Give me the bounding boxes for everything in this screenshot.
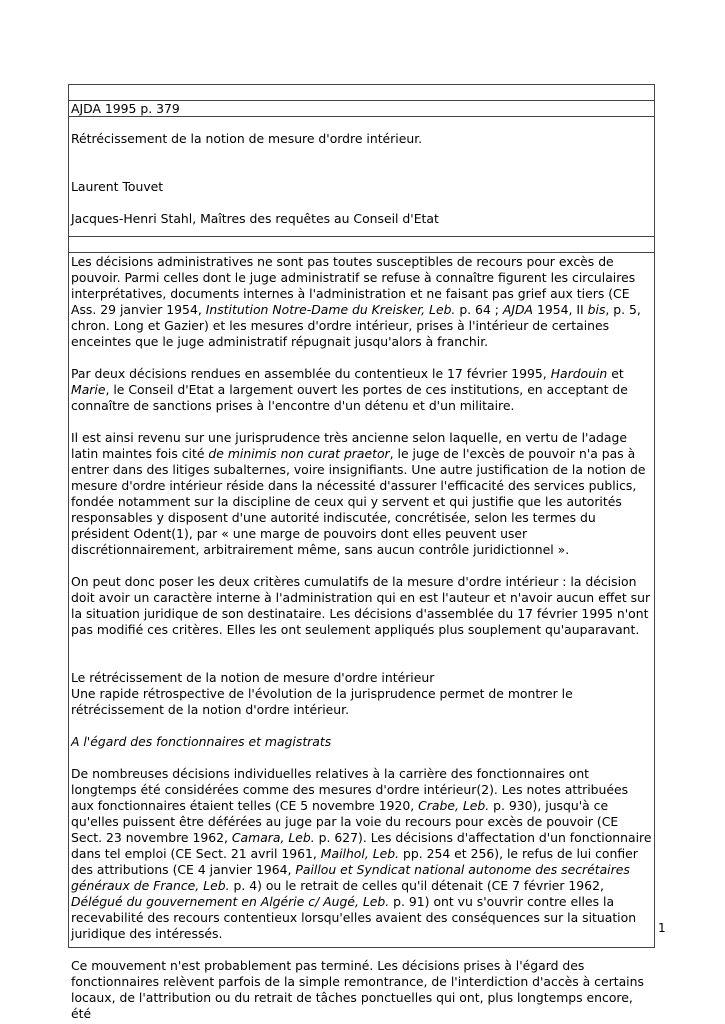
emphasis-text: bis (587, 302, 606, 317)
author-name: Laurent Touvet (71, 179, 164, 194)
emphasis-text: de minimis non curat praetor (208, 446, 390, 461)
paragraph: De nombreuses décisions individuelles relatives à la carrière des fonctionnaires ont longtemps été considérées comme des mesures d'ordre intérieur(2). Les notes attribuées aux fonctionnaires étaient telles (CE 5 novembre 1920, Crabe, Leb. p. 930), jusqu'à ce qu'elles puissent être déférées au juge par la voie du recours pour excès de pouvoir (CE Sect. 23 novembre 1962, Camara, Leb. p. 627). Les décisions d'affectation d'un fonctionnaire dans tel emploi (CE Sect. 21 avril 1961, Mailhol, Leb. pp. 254 et 256), le refus de lui confier des attributions (CE 4 janvier 1964, Paillou et Syndicat national autonome des secrétaires généraux de France, Leb. p. 4) ou le retrait de celles qu'il détenait (CE 7 février 1962, Délégué du gouvernement en Algérie c/ Augé, Leb. p. 91) ont vu s'ouvrir contre elles la recevabilité des recours contentieux lorsqu'elles avaient des conséquences sur la situation juridique des intéressés. (71, 766, 652, 941)
blank-row (69, 237, 654, 253)
document-frame (68, 84, 655, 1021)
paragraph: Il est ainsi revenu sur une jurisprudence très ancienne selon laquelle, en vertu de l'adage latin maintes fois cité de minimis non curat praetor, le juge de l'excès de pouvoir n'a pas à entrer dans des litiges subalternes, voire insignifiants. Une autre justification de la notion de mesure d'ordre intérieur réside dans la nécessité d'assurer l'efficacité des services publics, fondée notamment sur la discipline de ceux qui y servent et qui justifie que les autorités responsables y disposent d'une autorité indiscutée, concrétisée, selon les termes du président Odent(1), par « une marge de pouvoirs dont elles peuvent user discrétionnairement, arbitrairement même, sans aucun contrôle juridictionnel ». (71, 430, 646, 557)
emphasis-text: Marie (71, 382, 106, 397)
article-body (69, 253, 654, 1022)
article-header (69, 117, 654, 237)
section-intro: Une rapide rétrospective de l'évolution de la jurisprudence permet de montrer le rétrécissement de la notion d'ordre intérieur. (71, 686, 573, 717)
emphasis-text: Mailhol, Leb. (320, 846, 400, 861)
page-number: 1 (658, 921, 666, 935)
emphasis-text: Camara, Leb. (231, 830, 315, 845)
emphasis-text: Délégué du gouvernement en Algérie c/ Augé, Leb. (71, 894, 390, 909)
emphasis-text: Crabe, Leb. (418, 798, 490, 813)
blank-row (69, 85, 654, 101)
emphasis-text: AJDA (502, 302, 534, 317)
author-name-affiliation: Jacques-Henri Stahl, Maîtres des requêtes au Conseil d'Etat (71, 211, 439, 226)
paragraph: Ce mouvement n'est probablement pas terminé. Les décisions prises à l'égard des fonctionnaires relèvent parfois de la simple remontrance, de l'interdiction d'accès à certains locaux, de l'attribution ou du retrait de tâches ponctuelles qui ont, plus longtemps encore, été (71, 958, 644, 1021)
section-block (71, 670, 652, 718)
citation-reference: AJDA 1995 p. 379 (69, 101, 654, 117)
emphasis-text: Institution Notre-Dame du Kreisker, Leb. (205, 302, 456, 317)
section-heading: Le rétrécissement de la notion de mesure d'ordre intérieur (71, 670, 435, 685)
subsection-heading: A l'égard des fonctionnaires et magistrats (71, 734, 332, 749)
paragraph: Les décisions administratives ne sont pas toutes susceptibles de recours pour excès de pouvoir. Parmi celles dont le juge administratif se refuse à connaître figurent les circulaires interprétatives, documents internes à l'administration et ne faisant pas grief aux tiers (CE Ass. 29 janvier 1954, Institution Notre-Dame du Kreisker, Leb. p. 64 ; AJDA 1954, II bis, p. 5, chron. Long et Gazier) et les mesures d'ordre intérieur, prises à l'intérieur de certaines enceintes que le juge administratif répugnait jusqu'alors à franchir. (71, 254, 641, 349)
emphasis-text: Paillou et Syndicat national autonome des secrétaires généraux de France, Leb. (71, 862, 630, 893)
paragraph: Par deux décisions rendues en assemblée du contentieux le 17 février 1995, Hardouin et Marie, le Conseil d'Etat a largement ouvert les portes de ces institutions, en acceptant de connaître de sanctions prises à l'encontre d'un détenu et d'un militaire. (71, 366, 628, 413)
article-title: Rétrécissement de la notion de mesure d'ordre intérieur. (71, 131, 423, 146)
paragraph: On peut donc poser les deux critères cumulatifs de la mesure d'ordre intérieur : la décision doit avoir un caractère interne à l'administration qui en est l'auteur et n'avoir aucun effet sur la situation juridique de son destinataire. Les décisions d'assemblée du 17 février 1995 n'ont pas modifié ces critères. Elles les ont seulement appliqués plus souplement qu'auparavant. (71, 574, 651, 637)
emphasis-text: Hardouin (550, 366, 608, 381)
